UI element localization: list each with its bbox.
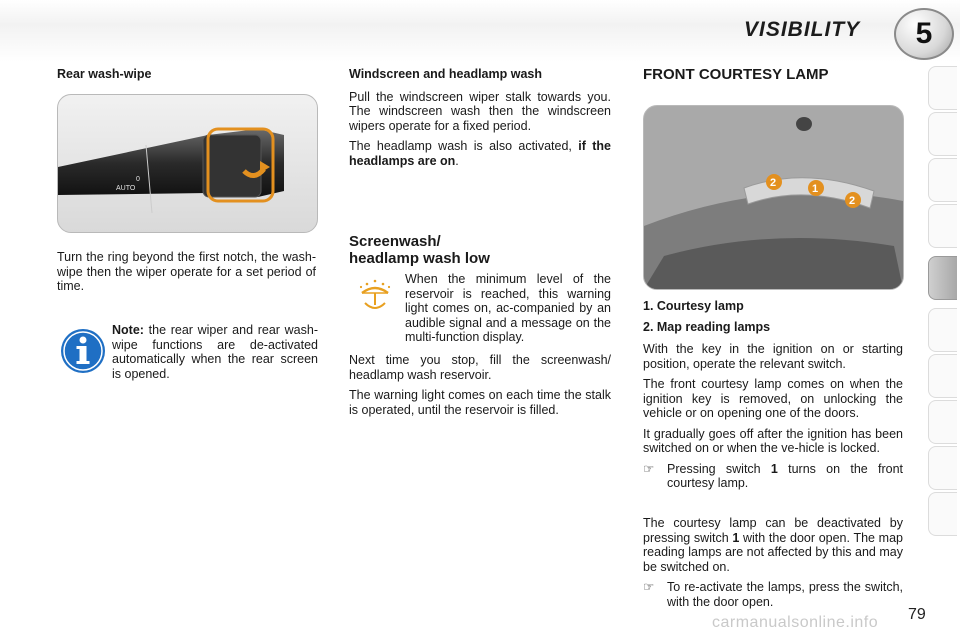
courtesy-body <box>643 299 903 497</box>
rear-wash-heading: Rear wash-wipe <box>57 67 152 81</box>
courtesy-text-2: The front courtesy lamp comes on when the ignition key is removed, on unlocking the vehicle or on opening one of the doors. <box>643 377 903 420</box>
screenwash-heading: Screenwash/ headlamp wash low <box>349 233 490 267</box>
svg-text:2: 2 <box>770 177 777 189</box>
rear-wash-instruction-text: Turn the ring beyond the first notch, the wash-wipe then the wiper operate for a set period of time. <box>57 250 316 293</box>
courtesy-bullet-1: ☞ Pressing switch 1 turns on the front courtesy lamp. <box>643 461 903 490</box>
windscreen-text-1: Pull the windscreen wiper stalk towards you. The windscreen wash then the windscreen wipers operate for a fixed period. <box>349 89 611 133</box>
info-icon <box>59 327 107 375</box>
chapter-number-badge: 5 <box>894 8 954 60</box>
thumb-tab[interactable] <box>928 308 957 352</box>
windscreen-heading: Windscreen and headlamp wash <box>349 67 542 81</box>
courtesy-text-3: It gradually goes off after the ignition has been switched on or when the ve-hicle is locked. <box>643 426 903 455</box>
courtesy-text-4: The courtesy lamp can be deactivated by pressing switch 1 with the door open. The map reading lamps are not affected by this and may be switched on. <box>643 516 903 574</box>
stalk-zero-label: 0 <box>136 176 140 183</box>
thumb-tab[interactable] <box>928 158 957 202</box>
washer-fluid-warning-icon <box>358 279 392 313</box>
courtesy-heading: FRONT COURTESY LAMP <box>643 66 829 83</box>
pointer-icon: ☞ <box>643 461 655 476</box>
pointer-icon: ☞ <box>643 580 655 594</box>
stalk-photo <box>57 94 318 233</box>
page-number: 79 <box>908 606 926 623</box>
rear-wash-note <box>112 323 318 387</box>
courtesy-text-1: With the key in the ignition on or starting position, operate the relevant switch. <box>643 342 903 371</box>
thumb-tab[interactable] <box>928 400 957 444</box>
thumb-tab[interactable] <box>928 112 957 156</box>
screenwash-text-2: Next time you stop, fill the screenwash/ headlamp wash reservoir. <box>349 353 611 382</box>
windscreen-text-2: The headlamp wash is also activated, if the headlamps are on. <box>349 139 612 168</box>
screenwash-warning <box>405 272 611 351</box>
chapter-thumb-tabs <box>928 66 960 576</box>
thumb-tab[interactable] <box>928 66 957 110</box>
thumb-tab[interactable] <box>928 492 957 536</box>
screenwash-body <box>349 353 611 423</box>
svg-text:2: 2 <box>849 195 856 207</box>
courtesy-deactivate <box>643 516 903 615</box>
note-text: the rear wiper and rear wash-wipe functions are de-activated automatically when the rear screen is opened. <box>112 323 318 381</box>
thumb-tab-active[interactable] <box>928 256 957 300</box>
rear-wash-instruction <box>57 250 316 300</box>
note-label: Note: <box>112 323 144 337</box>
legend-item-1: 1. Courtesy lamp <box>643 299 744 313</box>
svg-text:1: 1 <box>812 183 819 195</box>
thumb-tab[interactable] <box>928 446 957 490</box>
windscreen-section <box>349 67 611 174</box>
thumb-tab[interactable] <box>928 354 957 398</box>
wiper-stalk-illustration <box>58 95 317 232</box>
legend-item-2: 2. Map reading lamps <box>643 319 771 334</box>
stalk-auto-label: AUTO <box>116 185 136 192</box>
thumb-tab[interactable] <box>928 204 957 248</box>
courtesy-bullet-2: ☞ To re-activate the lamps, press the switch, with the door open. <box>643 580 903 609</box>
screenwash-warning-text: When the minimum level of the reservoir is reached, this warning light comes on, ac-companied by an audible signal and a message on the multi-function display. <box>405 272 611 344</box>
watermark: carmanualsonline.info <box>712 614 879 631</box>
courtesy-lamp-photo <box>643 105 904 290</box>
chapter-title: VISIBILITY <box>744 18 861 41</box>
courtesy-lamp-illustration <box>644 106 903 289</box>
screenwash-text-3: The warning light comes on each time the stalk is operated, until the reservoir is filled. <box>349 388 611 417</box>
